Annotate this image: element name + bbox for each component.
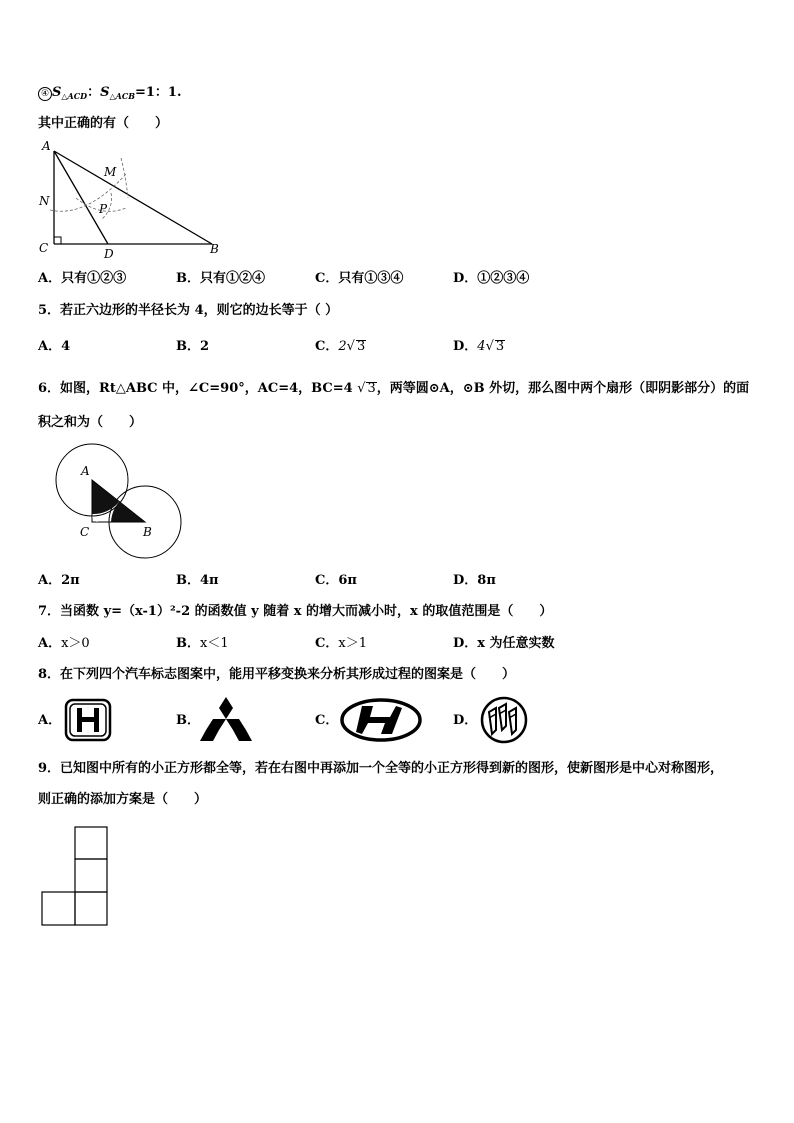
label-A: A [81, 464, 90, 478]
q8-text: 8．在下列四个汽车标志图案中，能用平移变换来分析其形成过程的图案是（ ） [38, 667, 516, 682]
mitsubishi-logo-icon [200, 696, 252, 742]
square [75, 827, 107, 859]
circled-number: ④ [38, 87, 52, 101]
q6-option-b: B．4π [176, 573, 219, 588]
q6-option-a: A．2π [38, 573, 80, 588]
q4-triangle-figure [36, 138, 226, 263]
q6-option-d: D．8π [453, 573, 496, 588]
label-B: B [210, 242, 219, 256]
buick-logo-icon [480, 696, 528, 744]
label-P: P [99, 202, 108, 216]
q6-line1: 6．如图，Rt△ABC 中，∠C=90°，AC=4，BC=4 √ 3，两等圆⊙A，⊙B 外切，那么图中两个扇形（即阴影部分）的面 [38, 381, 750, 396]
q5-text: 5．若正六边形的半径长为 4，则它的边长等于（ ） [38, 303, 339, 318]
label-N: N [39, 194, 50, 208]
q7-text: 7．当函数 y=（x-1）²-2 的函数值 y 随着 x 的增大而减小时，x 的取值范围是（ ） [38, 604, 553, 619]
q7-option-c: C．x＞1 [315, 636, 367, 651]
square [42, 892, 75, 925]
q9-line2: 则正确的添加方案是（ ） [38, 792, 208, 807]
q7-option-b: B．x＜1 [176, 636, 229, 651]
q8-option-c-letter: C． [315, 713, 339, 728]
label-M: M [104, 165, 117, 179]
q5-option-c: C．2√ 3 [315, 339, 366, 354]
hyundai-logo-icon [340, 698, 422, 742]
q7-option-a: A．x＞0 [38, 636, 90, 651]
q9-squares-figure [40, 826, 112, 930]
q9-line1: 9．已知图中所有的小正方形都全等，若在右图中再添加一个全等的小正方形得到新的图形，使新图形是中心对称图形， [38, 761, 724, 776]
q8-option-a-letter: A． [38, 713, 62, 728]
label-D: D [104, 247, 114, 261]
q5-option-d: D．4√ 3 [453, 339, 505, 354]
label-C: C [80, 525, 90, 539]
q8-option-b-letter: B． [176, 713, 200, 728]
q4-option-d: D．①②③④ [453, 271, 530, 286]
q4-prompt: 其中正确的有（ ） [38, 116, 169, 131]
q4-option-c: C．只有①③④ [315, 271, 404, 286]
statement-4: ④ $S_{\triangle ACD}$：$S_{\triangle ACB}=1$：1. [38, 84, 181, 105]
q5-option-b: B．2 [176, 339, 210, 354]
q6-line2: 积之和为（ ） [38, 415, 143, 430]
square [75, 892, 107, 925]
label-A: A [42, 139, 51, 153]
honda-logo-icon [64, 698, 112, 742]
label-C: C [39, 241, 49, 255]
label-B: B [143, 525, 152, 539]
q5-option-a: A．4 [38, 339, 71, 354]
q8-option-d-letter: D． [453, 713, 478, 728]
q6-circles-figure [48, 440, 188, 565]
q4-option-b: B．只有①②④ [176, 271, 266, 286]
q7-option-d: D．x 为任意实数 [453, 636, 555, 651]
q4-option-a: A．只有①②③ [38, 271, 127, 286]
q6-option-c: C．6π [315, 573, 357, 588]
square [75, 859, 107, 892]
